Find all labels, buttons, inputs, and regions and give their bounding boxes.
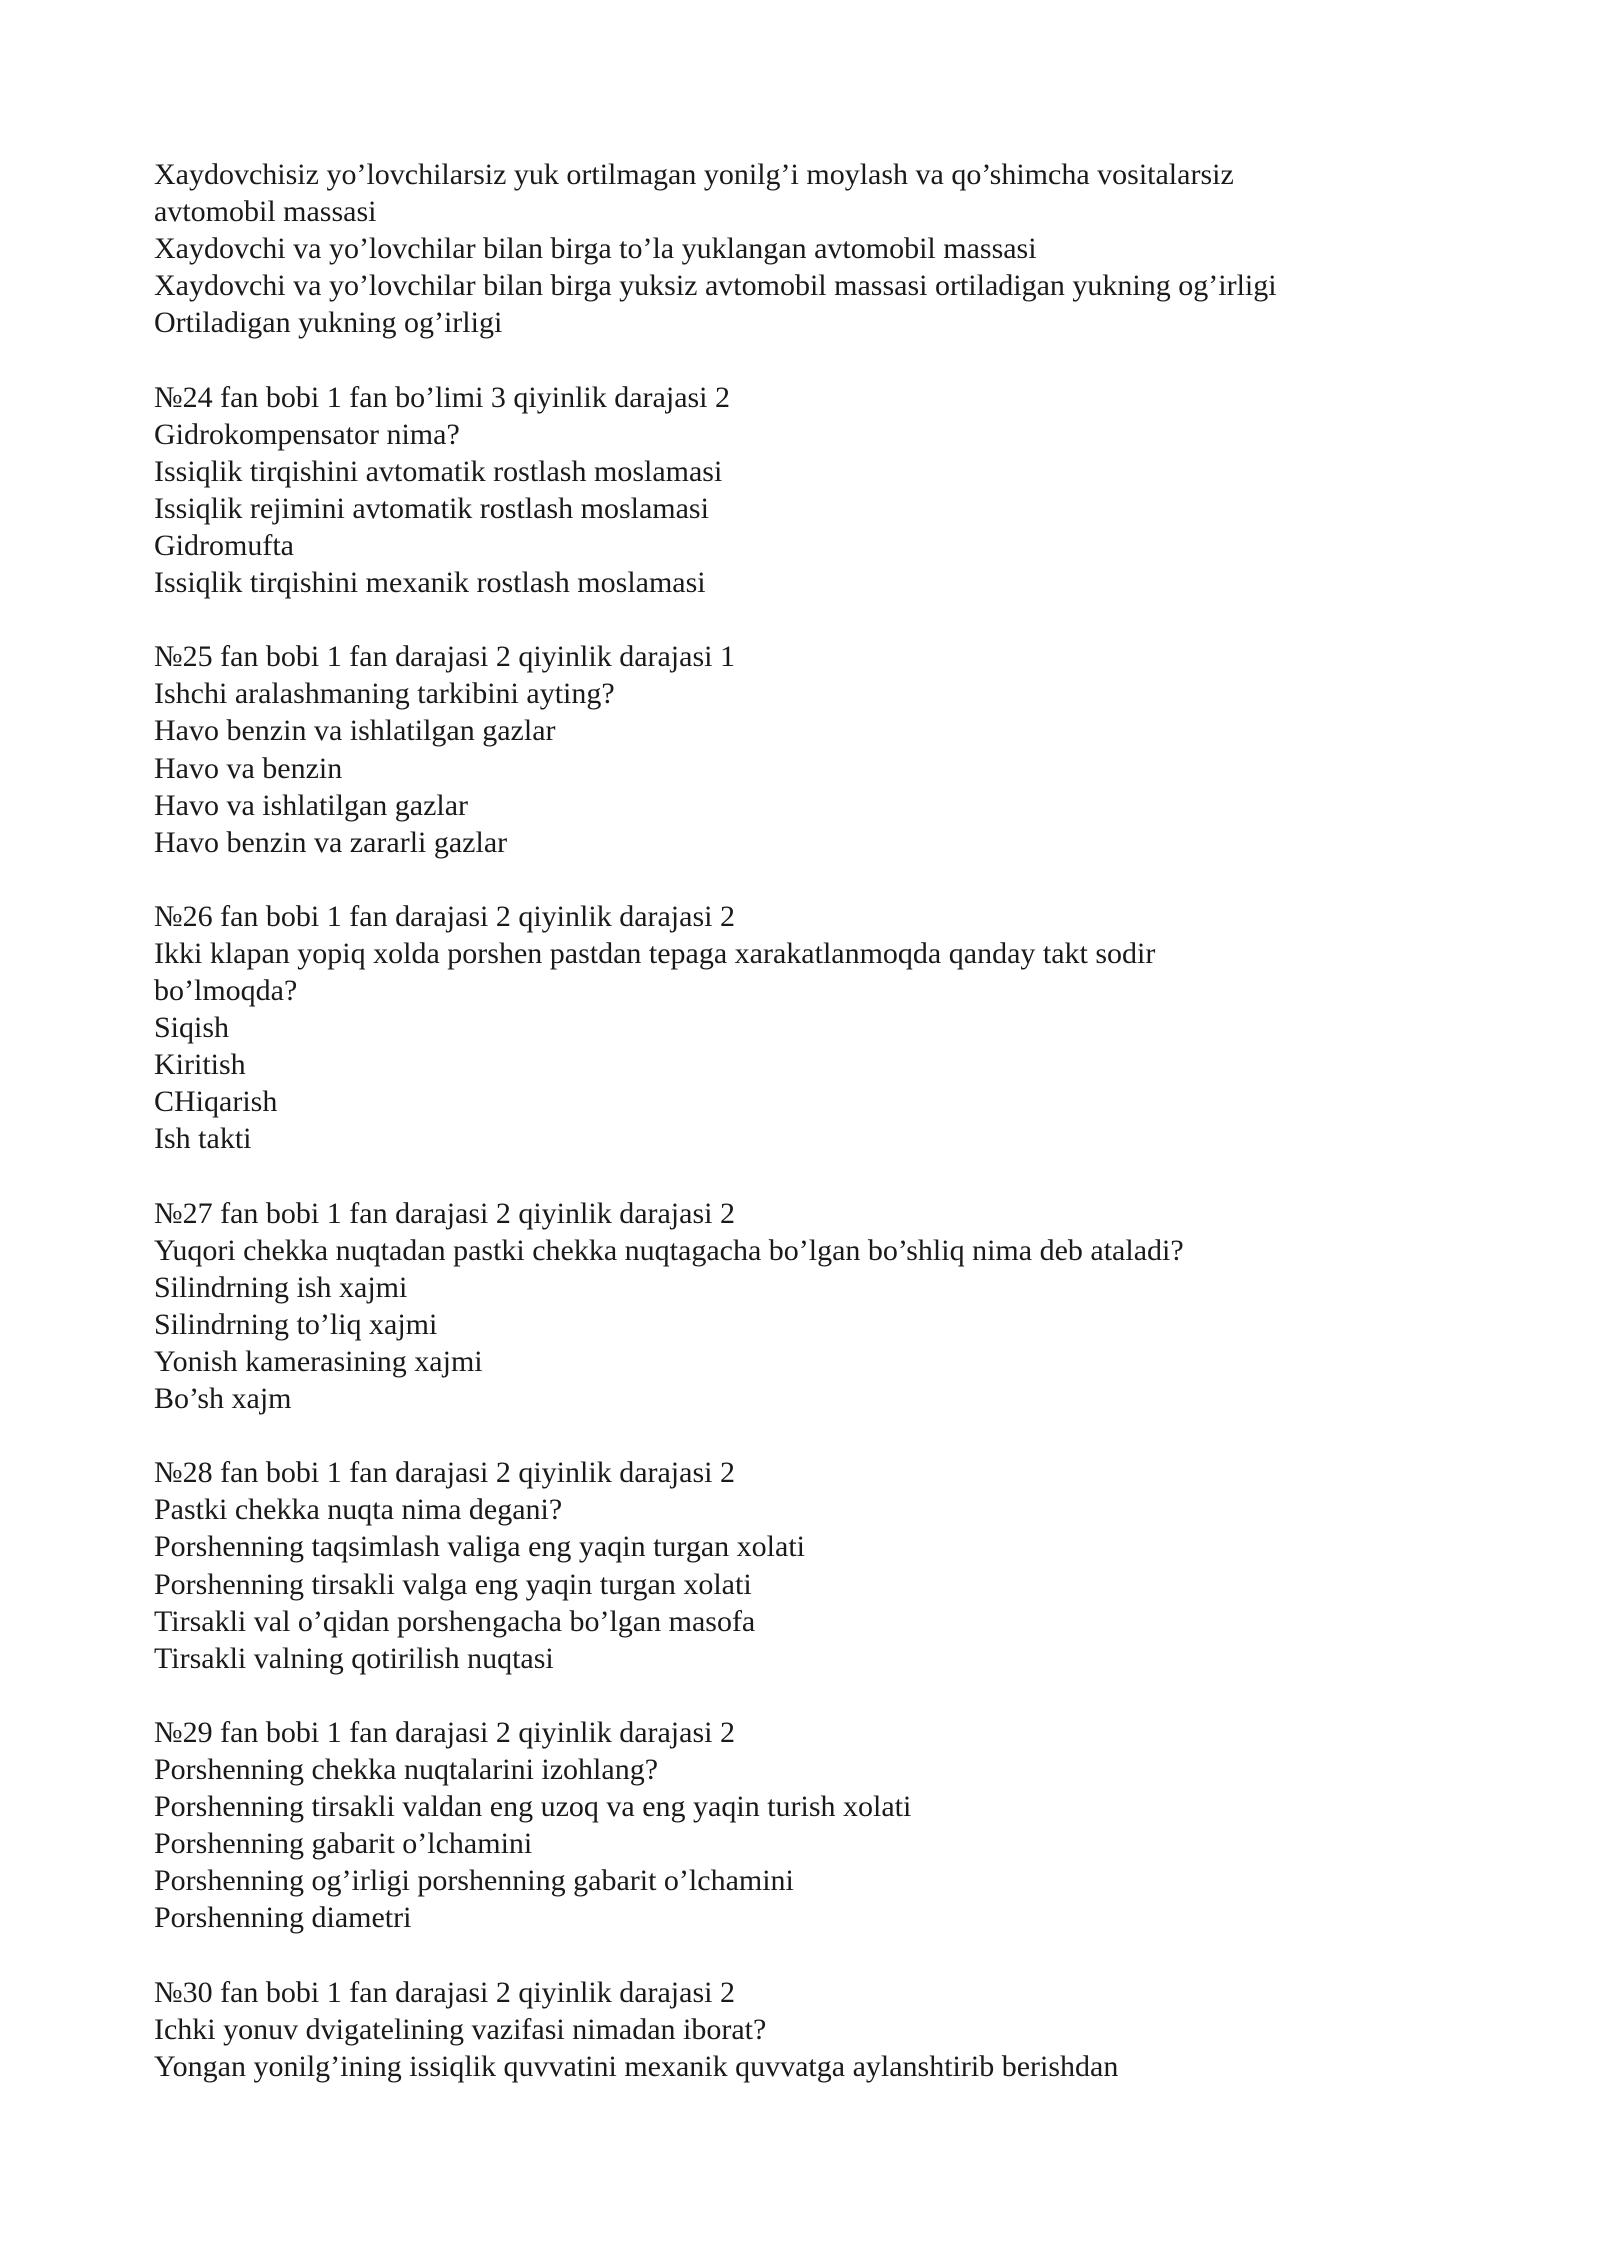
- question-block-27: [154, 1195, 1454, 1418]
- answer-option: Issiqlik tirqishini mexanik rostlash moslamasi: [154, 566, 706, 600]
- question-text: Yuqori chekka nuqtadan pastki chekka nuqtagacha bo’lgan bo’shliq nima deb ataladi?: [154, 1233, 1184, 1267]
- answer-line: Xaydovchi va yo’lovchilar bilan birga to’la yuklangan avtomobil massasi: [154, 232, 1037, 266]
- question-block-24: [154, 379, 1454, 602]
- question-header: №27 fan bobi 1 fan darajasi 2 qiyinlik darajasi 2: [154, 1196, 735, 1230]
- answer-option: Porshenning og’irligi porshenning gabarit o’lchamini: [154, 1864, 794, 1898]
- answer-option: Porshenning taqsimlash valiga eng yaqin turgan xolati: [154, 1530, 806, 1564]
- answer-option: Bo’sh xajm: [154, 1382, 292, 1416]
- question-text: Ichki yonuv dvigatelining vazifasi nimadan iborat?: [154, 2012, 767, 2046]
- answer-line: Xaydovchi va yo’lovchilar bilan birga yuksiz avtomobil massasi ortiladigan yukning og’irligi: [154, 269, 1277, 303]
- answer-option: Havo va benzin: [154, 751, 343, 785]
- paragraph-gap: [154, 341, 1454, 378]
- answer-option: Kiritish: [154, 1048, 246, 1082]
- answer-option: Tirsakli valning qotirilish nuqtasi: [154, 1641, 554, 1675]
- answer-option: Porshenning tirsakli valdan eng uzoq va eng yaqin turish xolati: [154, 1790, 912, 1824]
- question-block-28: [154, 1454, 1454, 1677]
- answer-option: Silindrning to’liq xajmi: [154, 1307, 438, 1341]
- question-block-30: [154, 1974, 1454, 2085]
- paragraph-gap: [154, 1158, 1454, 1195]
- answer-line: avtomobil massasi: [154, 195, 377, 229]
- question-block-25: [154, 638, 1454, 861]
- answer-line: Ortiladigan yukning og’irligi: [154, 306, 503, 340]
- paragraph-gap: [154, 1417, 1454, 1454]
- answer-option: Porshenning diametri: [154, 1901, 412, 1935]
- answer-option: Yonish kamerasining xajmi: [154, 1345, 483, 1378]
- answer-option: Porshenning tirsakli valga eng yaqin turgan xolati: [154, 1567, 752, 1601]
- paragraph-gap: [154, 1937, 1454, 1974]
- question-header: №24 fan bobi 1 fan bo’limi 3 qiyinlik darajasi 2: [154, 380, 731, 414]
- paragraph-gap: [154, 601, 1454, 638]
- question-text: Porshenning chekka nuqtalarini izohlang?: [154, 1753, 659, 1787]
- answer-option: Havo benzin va ishlatilgan gazlar: [154, 714, 556, 748]
- answer-option: Tirsakli val o’qidan porshengacha bo’lgan masofa: [154, 1604, 756, 1638]
- answer-option: Siqish: [154, 1011, 230, 1045]
- question-text: Gidrokompensator nima?: [154, 417, 460, 451]
- question-text: bo’lmoqda?: [154, 974, 298, 1008]
- question-block-29: [154, 1714, 1454, 1937]
- answer-option: Issiqlik rejimini avtomatik rostlash moslamasi: [154, 491, 709, 525]
- answer-line: Xaydovchisiz yo’lovchilarsiz yuk ortilmagan yonilg’i moylash va qo’shimcha vositalarsiz: [154, 158, 1234, 191]
- question-text: Pastki chekka nuqta nima degani?: [154, 1493, 563, 1527]
- intro-answer-block: [154, 156, 1454, 341]
- question-header: №26 fan bobi 1 fan darajasi 2 qiyinlik darajasi 2: [154, 899, 735, 933]
- question-header: №29 fan bobi 1 fan darajasi 2 qiyinlik darajasi 2: [154, 1715, 735, 1749]
- answer-option: Silindrning ish xajmi: [154, 1270, 408, 1304]
- document-body: [154, 156, 1454, 2085]
- answer-option: Havo benzin va zararli gazlar: [154, 825, 508, 859]
- question-block-26: [154, 898, 1454, 1158]
- answer-option: Porshenning gabarit o’lchamini: [154, 1827, 533, 1861]
- question-header: №25 fan bobi 1 fan darajasi 2 qiyinlik darajasi 1: [154, 640, 735, 674]
- question-text: Ikki klapan yopiq xolda porshen pastdan tepaga xarakatlanmoqda qanday takt sodir: [154, 936, 1156, 970]
- answer-option: Gidromufta: [154, 528, 294, 562]
- answer-option: Issiqlik tirqishini avtomatik rostlash moslamasi: [154, 454, 723, 488]
- paragraph-gap: [154, 1677, 1454, 1714]
- question-header: №30 fan bobi 1 fan darajasi 2 qiyinlik darajasi 2: [154, 1975, 735, 2009]
- question-header: №28 fan bobi 1 fan darajasi 2 qiyinlik darajasi 2: [154, 1456, 735, 1490]
- question-text: Ishchi aralashmaning tarkibini ayting?: [154, 677, 615, 711]
- answer-option: CHiqarish: [154, 1085, 278, 1119]
- answer-option: Ish takti: [154, 1122, 252, 1156]
- paragraph-gap: [154, 861, 1454, 898]
- answer-option: Havo va ishlatilgan gazlar: [154, 788, 469, 822]
- answer-option: Yongan yonilg’ining issiqlik quvvatini mexanik quvvatga aylanshtirib berishdan: [154, 2049, 1119, 2083]
